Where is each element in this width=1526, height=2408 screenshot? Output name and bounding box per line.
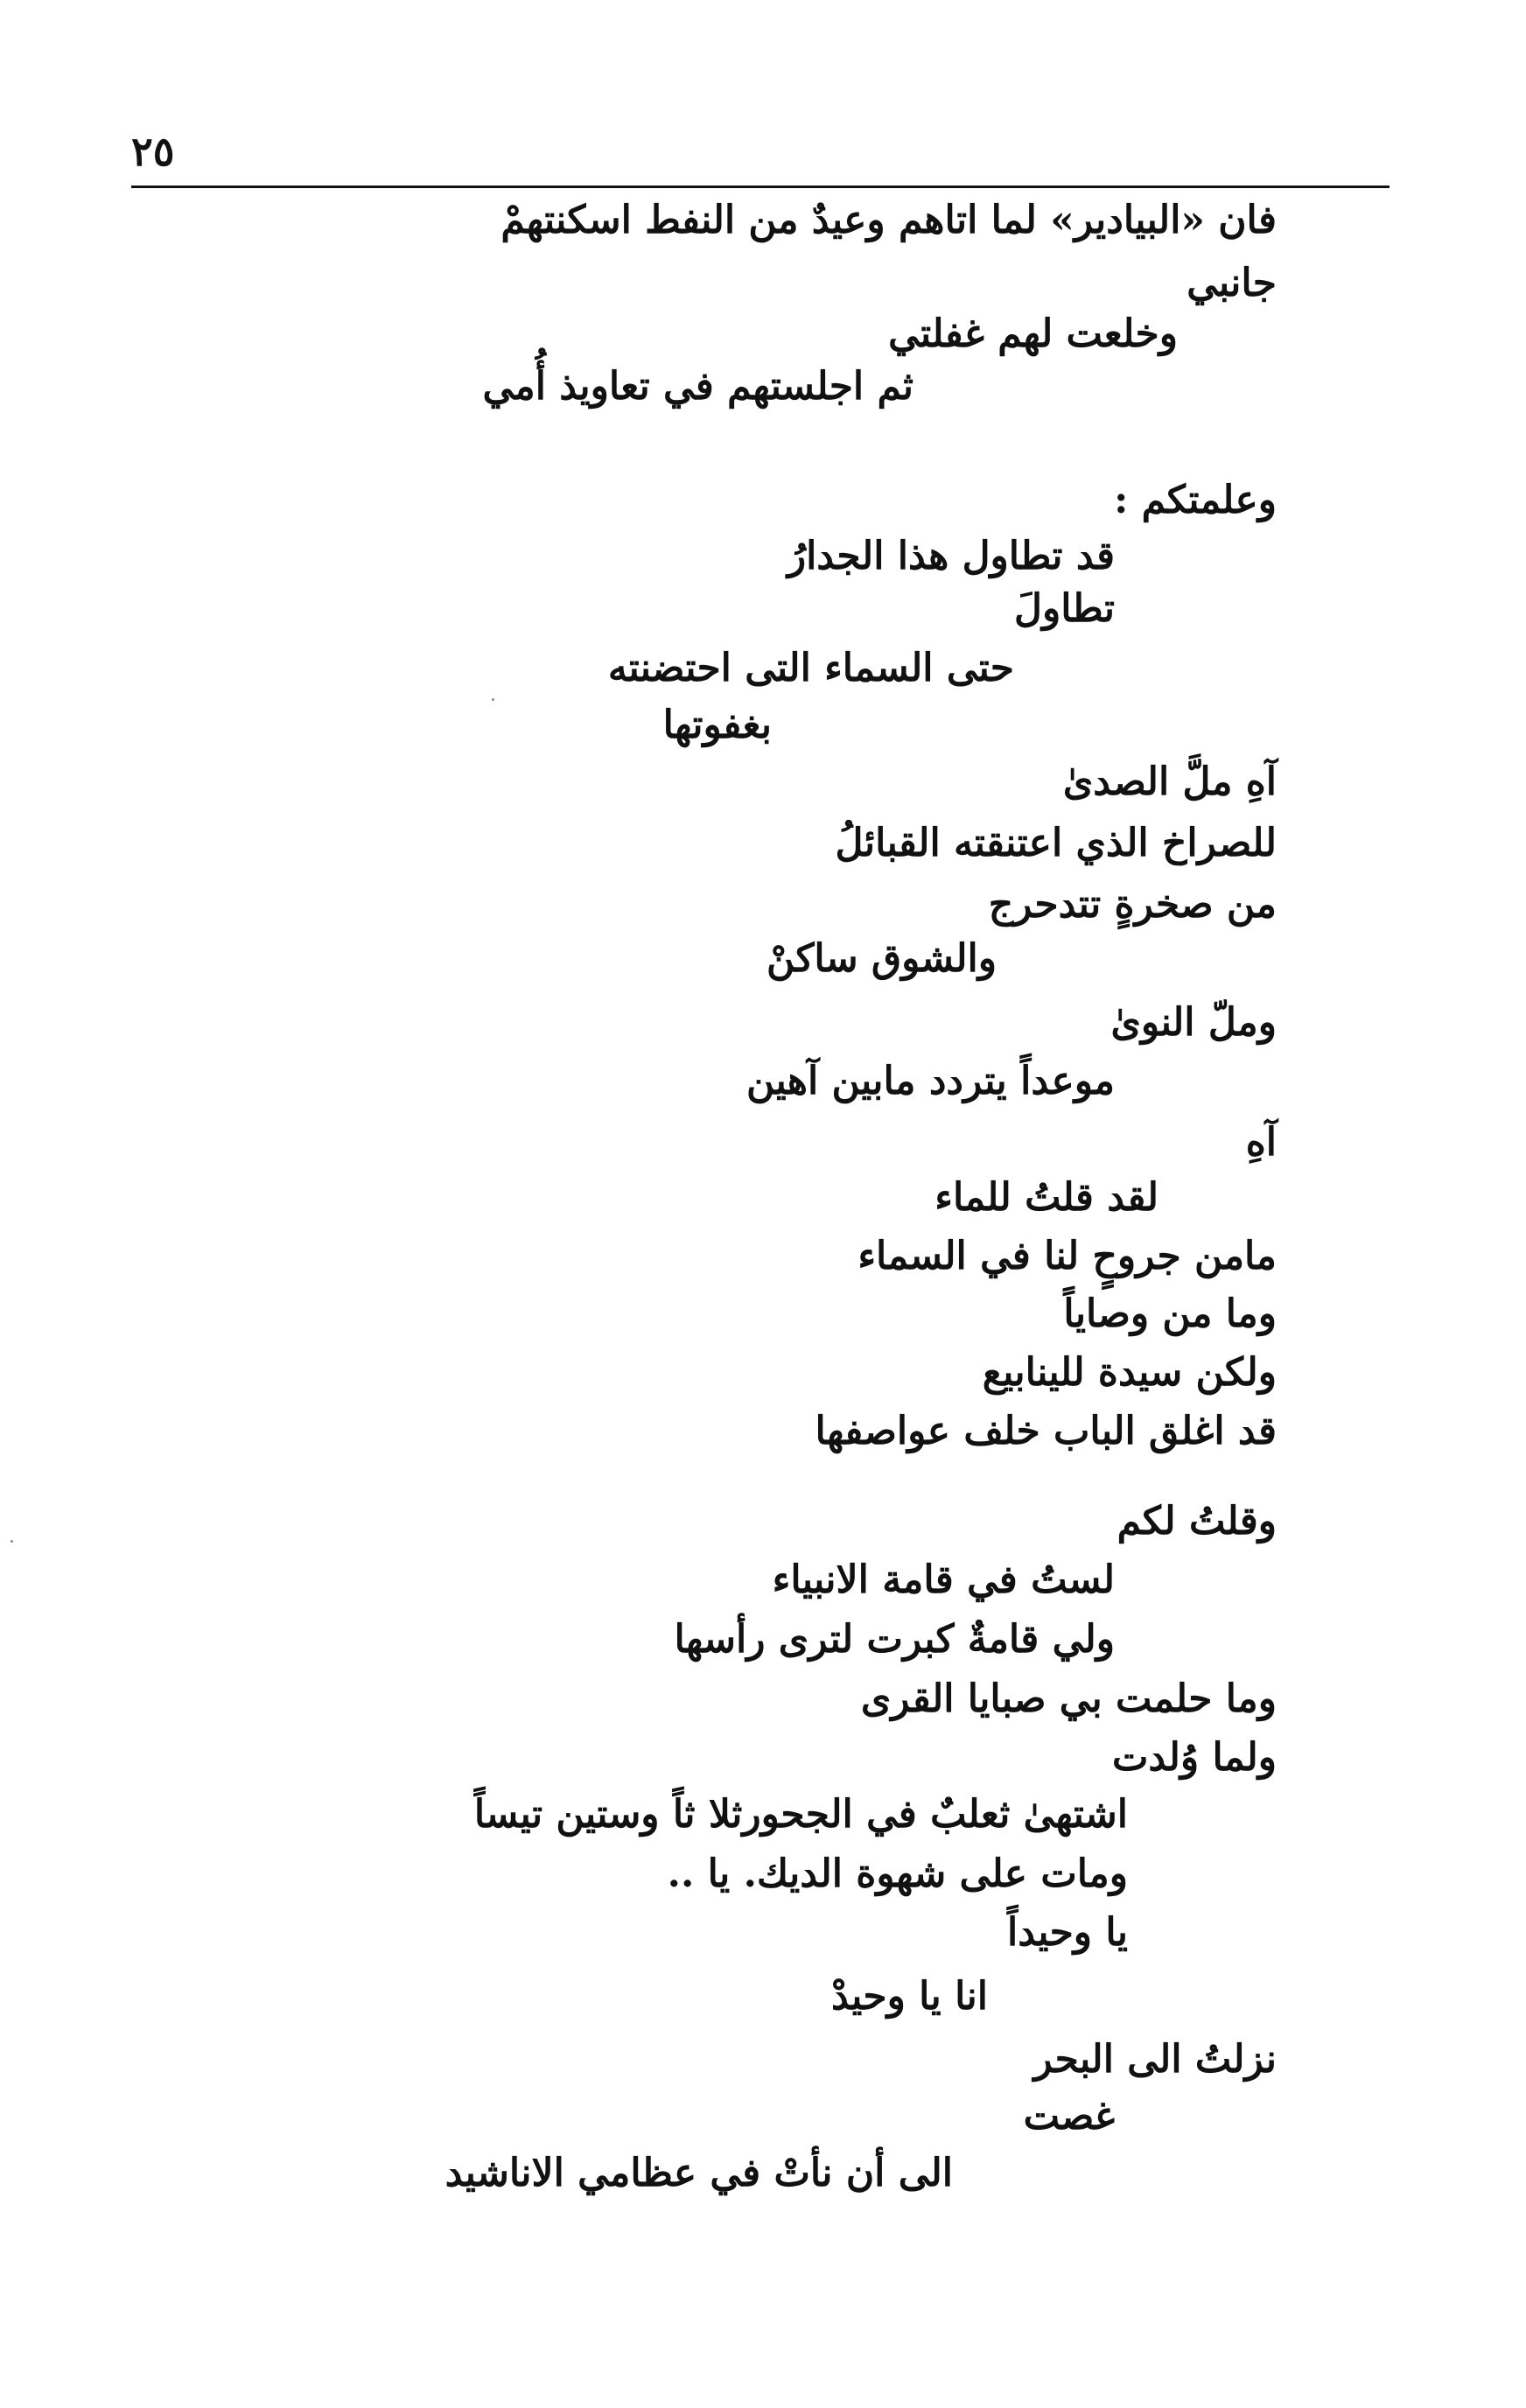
poem-line: ولكن سيدة للينابيع [982,1350,1277,1395]
poem-line: ولي قامةٌ كبرت لترى رأسها [674,1617,1115,1662]
poem-line: من صخرةٍ تتدحرج [988,882,1277,927]
poem-line: ومات على شهوة الديك. يا .. [667,1852,1128,1896]
poem-line: غصت [1023,2094,1115,2138]
poem-line: وملّ النوىٰ [1110,1000,1277,1045]
poem-line: الى أن نأتْ في عظامي الاناشيد [444,2151,953,2195]
poem-line: قد تطاول هذا الجدارُ [787,534,1115,578]
poem-line: حتى السماء التى احتضنته [607,646,1014,690]
poem-line: آهِ ملَّ الصدىٰ [1062,760,1277,804]
poem-line: مامن جروحٍ لنا في السماء [858,1234,1277,1278]
poem-line: ولما وُلدت [1112,1735,1277,1780]
poem-line: وقلتُ لكم [1116,1499,1277,1544]
header-rule [131,186,1390,188]
poem-line: آهِ [1245,1120,1277,1165]
poem-line: وعلمتكم : [1114,478,1277,522]
poem-line: والشوق ساكنْ [766,936,997,981]
poem-line: موعداً يتردد مابين آهين [746,1059,1115,1103]
poem-line: جانبي [1186,261,1277,305]
poem-line: يا وحيداً [1006,1910,1128,1955]
poem-line: بغفوتها [662,703,772,747]
poem-line: وما من وصاياً [1063,1292,1277,1336]
poem-line: وما حلمت بي صبايا القرى [860,1676,1277,1721]
poem-line: تطاولَ [1014,586,1115,631]
poem-line: وخلعت لهم غفلتي [888,312,1178,356]
poem-line: اشتهىٰ ثعلبٌ في الجحورثلا ثاً وستين تيساً [473,1792,1128,1837]
poem-line: نزلتُ الى البحر [1033,2037,1277,2082]
scan-speck [492,698,494,701]
poem-line: فان «البيادير» لما اتاهم وعيدٌ من النفط اسكنتهمْ [500,198,1277,242]
poem-line: لستُ في قامة الانبياء [772,1558,1115,1602]
scan-speck [10,1540,13,1543]
poem-line: ثم اجلستهم في تعاويذ أُمي [482,364,914,409]
poem-line: انا يا وحيدْ [831,1974,988,2019]
poem-line: لقد قلتُ للماء [934,1175,1158,1220]
poem-line: للصراخ الذي اعتنقته القبائلُ [835,821,1277,865]
page-number: ٢٥ [131,128,175,175]
poem-line: قد اغلق الباب خلف عواصفها [815,1409,1277,1453]
